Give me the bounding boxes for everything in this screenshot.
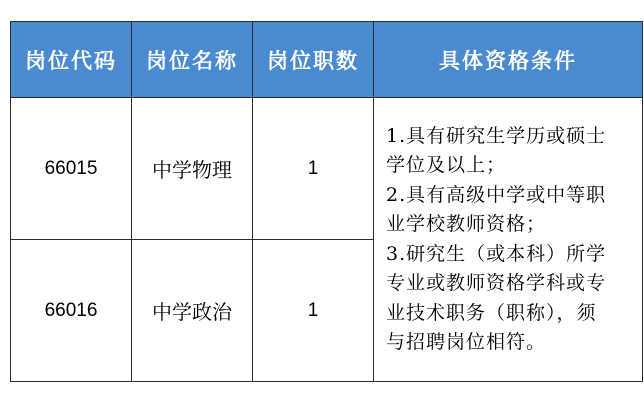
requirement-line: 学位及以上； bbox=[386, 154, 507, 176]
position-count-cell: 1 bbox=[253, 98, 374, 240]
requirement-line: 2.具有高级中学或中等职 bbox=[386, 183, 607, 206]
requirement-line: 与招聘岗位相符。 bbox=[386, 331, 547, 353]
header-position-count: 岗位职数 bbox=[253, 22, 374, 98]
header-position-name: 岗位名称 bbox=[132, 22, 253, 98]
position-count-cell: 1 bbox=[253, 240, 374, 382]
position-code-cell: 66016 bbox=[11, 240, 132, 382]
requirement-line: 业学校教师资格； bbox=[386, 213, 547, 235]
table-header bbox=[11, 22, 643, 98]
header-position-code: 岗位代码 bbox=[11, 22, 132, 98]
table-row bbox=[11, 98, 643, 240]
table-body bbox=[11, 98, 643, 382]
position-name-cell: 中学物理 bbox=[132, 98, 253, 240]
position-table-container bbox=[10, 21, 642, 382]
requirement-line: 3.研究生（或本科）所学 bbox=[386, 242, 607, 265]
position-table bbox=[10, 21, 643, 382]
qualifications-cell bbox=[374, 98, 643, 382]
requirement-line: 业技术职务（职称），须 bbox=[386, 301, 597, 324]
requirement-line: 1.具有研究生学历或硕士 bbox=[386, 124, 607, 147]
position-code-cell: 66015 bbox=[11, 98, 132, 240]
header-row bbox=[11, 22, 643, 98]
header-qualifications: 具体资格条件 bbox=[374, 22, 643, 98]
requirement-line: 专业或教师资格学科或专 bbox=[386, 272, 607, 294]
position-name-cell: 中学政治 bbox=[132, 240, 253, 382]
